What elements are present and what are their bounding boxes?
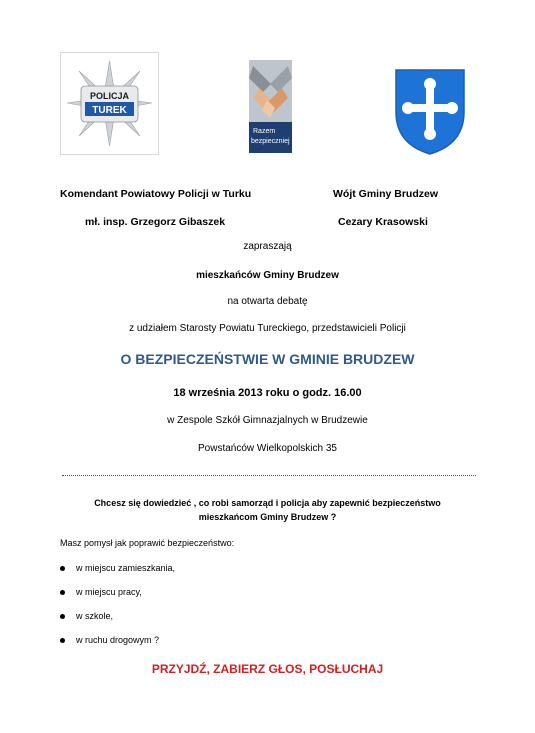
list-item-text: w ruchu drogowym ?: [76, 635, 160, 645]
question-line-1: Chcesz się dowiedzieć , co robi samorząd i policja aby zapewnić bezpieczeństwo: [94, 498, 441, 508]
police-logo: [60, 52, 159, 155]
question-line-2: mieszkańcom Gminy Brudzew ?: [198, 512, 337, 522]
list-item-text: w miejscu pracy,: [76, 587, 142, 597]
separator: [62, 475, 476, 476]
coat-of-arms-icon: [394, 68, 466, 156]
list-item: [76, 635, 159, 645]
list-item: [76, 587, 142, 597]
list-item: [76, 563, 175, 573]
bullet-icon: [60, 590, 65, 595]
left-title: Komendant Powiatowy Policji w Turku: [60, 188, 252, 200]
police-star-icon: [61, 53, 158, 154]
bullet-icon: [60, 614, 65, 619]
event-title: O BEZPIECZEŃSTWIE W GMINIE BRUDZEW: [120, 351, 415, 367]
police-logo-top-text: POLICJA: [89, 91, 130, 101]
event-date: 18 września 2013 roku o godz. 16.00: [173, 387, 362, 399]
list-item: [76, 611, 113, 621]
invite-line-2: mieszkańców Gminy Brudzew: [196, 270, 339, 281]
right-name: Cezary Krasowski: [338, 216, 428, 228]
bullet-icon: [60, 638, 65, 643]
bullet-icon: [60, 566, 65, 571]
event-venue: w Zespole Szkół Gimnazjalnych w Brudzewie: [167, 415, 368, 426]
right-title: Wójt Gminy Brudzew: [333, 188, 438, 200]
left-name: mł. insp. Grzegorz Gibaszek: [85, 216, 226, 228]
event-address: Powstańców Wielkopolskich 35: [198, 443, 337, 454]
razem-bezpieczniej-logo: [249, 60, 292, 153]
idea-line: Masz pomysł jak poprawić bezpieczeństwo:: [60, 538, 235, 548]
police-logo-bottom-text: TUREK: [92, 105, 127, 116]
hands-icon: [249, 60, 292, 153]
coat-of-arms: [394, 68, 466, 156]
call-to-action: PRZYJDŹ, ZABIERZ GŁOS, POSŁUCHAJ: [151, 662, 384, 676]
invite-line-4: z udziałem Starosty Powiatu Tureckiego, przedstawicieli Policji: [129, 323, 406, 334]
razem-logo-line1: Razem: [253, 128, 276, 135]
list-item-text: w szkole,: [76, 611, 114, 621]
razem-logo-line2: bezpieczniej: [251, 138, 290, 145]
invite-line-1: zapraszają: [243, 241, 292, 252]
list-item-text: w miejscu zamieszkania,: [76, 563, 176, 573]
invite-line-3: na otwarta debatę: [227, 296, 308, 307]
